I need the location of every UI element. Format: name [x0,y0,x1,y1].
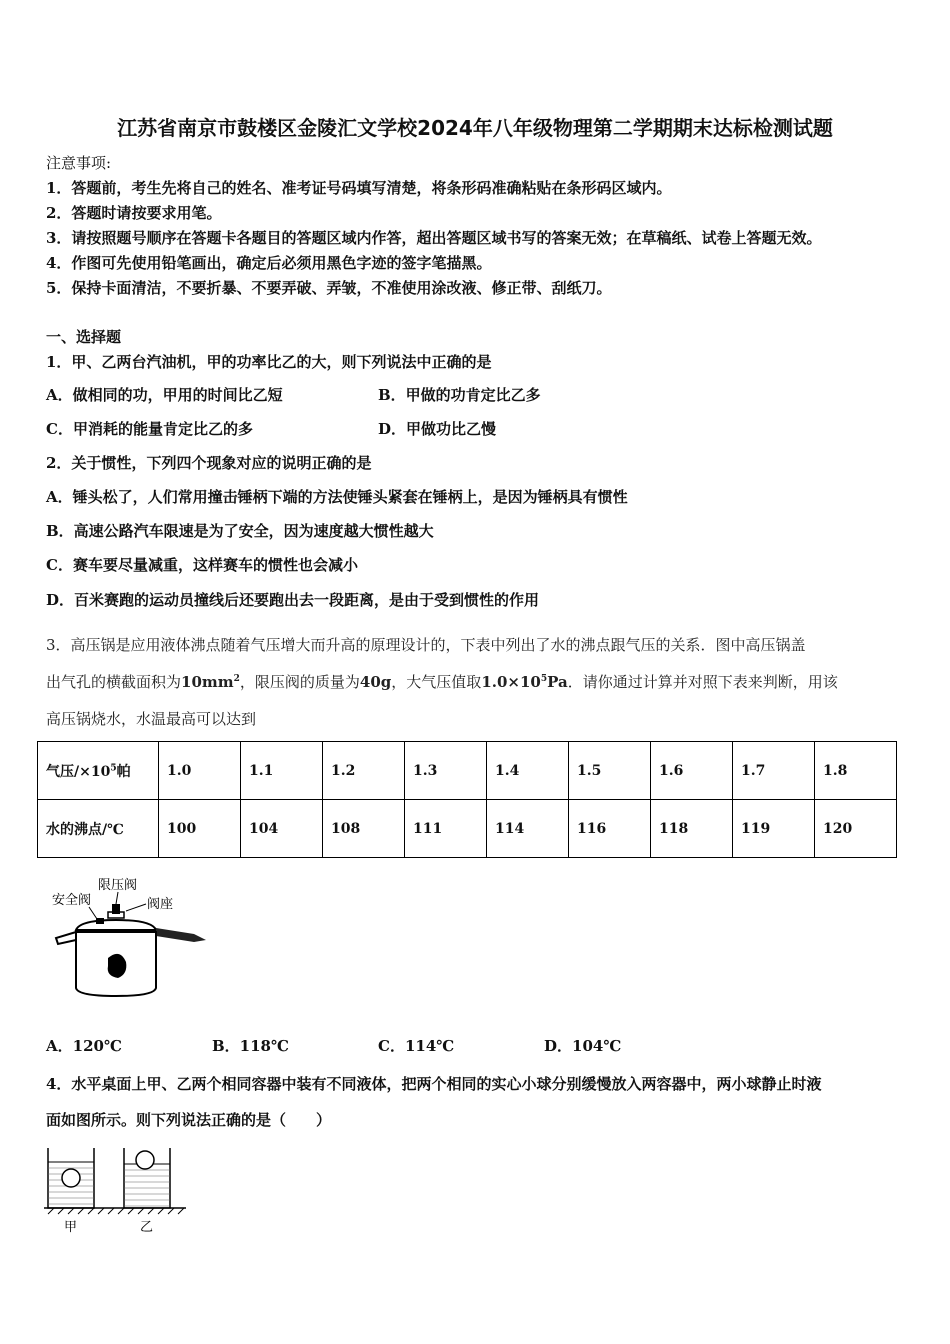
notice-heading: 注意事项: [46,154,112,172]
table-cell: 100 [159,800,241,858]
ball-yi [136,1151,154,1169]
table-cell: 116 [569,800,651,858]
question-3-line-1: 3．高压锅是应用液体沸点随着气压增大而升高的原理设计的，下表中列出了水的沸点跟气压的关系．图中高压锅盖 [46,636,806,654]
q3-option-d[interactable]: D．104℃ [544,1037,622,1055]
q3-mass: 40g [359,673,392,691]
table-cell: 1.4 [487,742,569,800]
leader-line [126,904,146,911]
table-cell: 118 [651,800,733,858]
q1-option-c[interactable]: C．甲消耗的能量肯定比乙的多 [46,420,253,438]
containers-figure [44,1144,194,1238]
label-jia: 甲 [64,1220,78,1235]
question-4-line-2: 面如图所示。则下列说法正确的是（ ） [46,1111,332,1129]
notice-item: 4．作图可先使用铅笔画出，确定后必须用黑色字迹的签字笔描黑。 [46,254,492,272]
liquid-yi [124,1170,170,1206]
q2-option-a[interactable]: A．锤头松了，人们常用撞击锤柄下端的方法使锤头紧套在锤柄上，是因为锤柄具有惯性 [46,488,628,506]
ball-jia [62,1169,80,1187]
table-cell: 119 [733,800,815,858]
table-cell: 1.0 [159,742,241,800]
notice-item: 3．请按照题号顺序在答题卡各题目的答题区域内作答，超出答题区域书写的答案无效；在草稿纸、试卷上答题无效。 [46,229,822,247]
notice-item: 2．答题时请按要求用笔。 [46,204,222,222]
hatching [48,1208,184,1214]
pressure-cooker-figure [44,874,214,1004]
table-cell: 1.8 [815,742,897,800]
table-cell: 1.5 [569,742,651,800]
notice-item: 1．答题前，考生先将自己的姓名、准考证号码填写清楚，将条形码准确粘贴在条形码区域内。 [46,179,672,197]
table-row [38,742,897,800]
q3-text: ，大气压值取 [391,673,482,691]
boiling-point-table [37,741,897,858]
q3-text: 出气孔的横截面积为 [46,673,182,691]
q3-atmospheric-pressure: $1.0\times 10^5Pa$ [481,673,568,691]
question-4-line-1: 4．水平桌面上甲、乙两个相同容器中装有不同液体，把两个相同的实心小球分别缓慢放入两容器中，两小球静止时液 [46,1075,822,1093]
page-title: 江苏省南京市鼓楼区金陵汇文学校2024年八年级物理第二学期期末达标检测试题 [117,116,833,140]
table-cell: 1.2 [323,742,405,800]
table-cell: 120 [815,800,897,858]
q3-option-a[interactable]: A．120℃ [46,1037,122,1055]
table-cell: 108 [323,800,405,858]
q3-text: ，限压阀的质量为 [239,673,360,691]
cooker-logo [108,954,127,978]
table-cell: 111 [405,800,487,858]
table-cell: 1.1 [241,742,323,800]
boiling-point-header: 水的沸点/℃ [38,800,159,858]
leader-line [116,892,118,904]
q3-option-c[interactable]: C．114℃ [378,1037,455,1055]
label-yi: 乙 [140,1220,154,1235]
table-cell: 1.6 [651,742,733,800]
table-cell: 1.7 [733,742,815,800]
q2-option-b[interactable]: B．高速公路汽车限速是为了安全，因为速度越大惯性越大 [46,522,434,540]
section-heading: 一、选择题 [46,328,122,346]
table-cell: 1.3 [405,742,487,800]
safety-valve-label: 安全阀 [52,893,92,908]
question-3-line-3: 高压锅烧水，水温最高可以达到 [46,710,257,728]
valve-seat-label: 阀座 [147,897,174,912]
cooker-lid [76,920,156,930]
table-row [38,800,897,858]
question-2-stem: 2．关于惯性，下列四个现象对应的说明正确的是 [46,454,372,472]
q2-option-d[interactable]: D．百米赛跑的运动员撞线后还要跑出去一段距离，是由于受到惯性的作用 [46,591,540,609]
pressure-header: 气压$/\times 10^5$帕 [38,742,159,800]
q3-area: $10mm^2$ [181,673,240,691]
q1-option-b[interactable]: B．甲做的功肯定比乙多 [378,386,541,404]
table-cell: 114 [487,800,569,858]
notice-item: 5．保持卡面清洁，不要折暴、不要弄破、弄皱，不准使用涂改液、修正带、刮纸刀。 [46,279,612,297]
question-3-line-2 [46,671,906,692]
q3-option-b[interactable]: B．118℃ [212,1037,289,1055]
table-cell: 104 [241,800,323,858]
q3-text: ．请你通过计算并对照下表来判断，用该 [567,673,838,691]
cooker-handle [156,928,206,942]
cooker-side-handle [56,932,76,944]
question-1-stem: 1．甲、乙两台汽油机，甲的功率比乙的大，则下列说法中正确的是 [46,353,492,371]
q2-option-c[interactable]: C．赛车要尽量减重，这样赛车的惯性也会减小 [46,556,358,574]
q1-option-d[interactable]: D．甲做功比乙慢 [378,420,497,438]
limit-valve-label: 限压阀 [98,878,138,893]
q1-option-a[interactable]: A．做相同的功，甲用的时间比乙短 [46,386,283,404]
